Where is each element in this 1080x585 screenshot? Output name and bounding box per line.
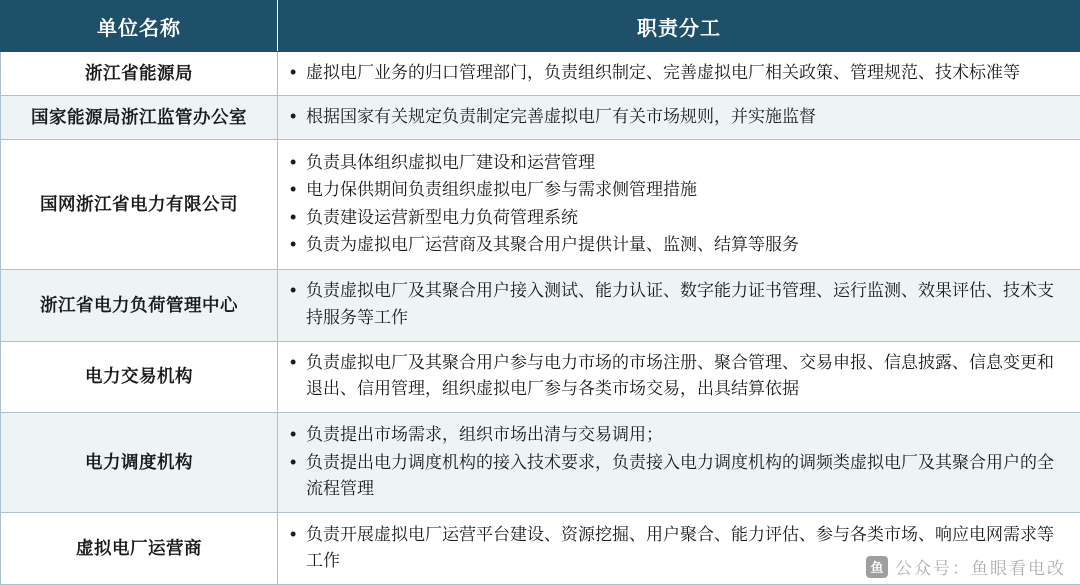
- column-header-unit-name: 单位名称: [1, 1, 278, 52]
- cell-unit-name: 国网浙江省电力有限公司: [1, 140, 278, 270]
- duty-list: [288, 60, 1070, 86]
- table-row: [1, 413, 1080, 513]
- duty-list: [288, 104, 1070, 130]
- cell-duties: [278, 513, 1080, 585]
- duty-list: [288, 522, 1070, 575]
- cell-unit-name: 国家能源局浙江监管办公室: [1, 96, 278, 140]
- duty-item: • 负责提出电力调度机构的接入技术要求，负责接入电力调度机构的调频类虚拟电厂及其聚合用户的全流程管理: [288, 450, 1070, 503]
- duty-list: [288, 150, 1070, 258]
- duty-item: • 负责虚拟电厂及其聚合用户接入测试、能力认证、数字能力证书管理、运行监测、效果评估、技术支持服务等工作: [288, 278, 1070, 331]
- table-header-row: [1, 1, 1080, 52]
- cell-duties: [278, 269, 1080, 341]
- cell-duties: [278, 140, 1080, 270]
- table-row: [1, 140, 1080, 270]
- table-body: [1, 52, 1080, 585]
- cell-duties: [278, 341, 1080, 413]
- duty-item: • 电力保供期间负责组织虚拟电厂参与需求侧管理措施: [288, 177, 1070, 203]
- duty-item: • 负责提出市场需求，组织市场出清与交易调用；: [288, 422, 1070, 448]
- cell-unit-name: 浙江省能源局: [1, 52, 278, 96]
- cell-unit-name: 电力调度机构: [1, 413, 278, 513]
- duty-list: [288, 278, 1070, 331]
- cell-unit-name: 虚拟电厂运营商: [1, 513, 278, 585]
- table-row: [1, 96, 1080, 140]
- duty-list: [288, 350, 1070, 403]
- table-header: [1, 1, 1080, 52]
- duty-item: • 负责具体组织虚拟电厂建设和运营管理: [288, 150, 1070, 176]
- watermark-text: 公众号：鱼眼看电改: [895, 559, 1066, 578]
- duty-list: [288, 422, 1070, 502]
- cell-unit-name: 电力交易机构: [1, 341, 278, 413]
- duty-item: • 根据国家有关规定负责制定完善虚拟电厂有关市场规则，并实施监督: [288, 104, 1070, 130]
- watermark-logo-icon: 鱼: [866, 556, 888, 578]
- cell-duties: [278, 413, 1080, 513]
- table-row: [1, 513, 1080, 585]
- duty-item: • 负责建设运营新型电力负荷管理系统: [288, 205, 1070, 231]
- duty-item: • 负责为虚拟电厂运营商及其聚合用户提供计量、监测、结算等服务: [288, 232, 1070, 258]
- duty-item: • 虚拟电厂业务的归口管理部门，负责组织制定、完善虚拟电厂相关政策、管理规范、技术标准等: [288, 60, 1070, 86]
- table-row: [1, 52, 1080, 96]
- column-header-duties: 职责分工: [278, 1, 1080, 52]
- duty-item: • 负责虚拟电厂及其聚合用户参与电力市场的市场注册、聚合管理、交易申报、信息披露、信息变更和退出、信用管理，组织虚拟电厂参与各类市场交易，出具结算依据: [288, 350, 1070, 403]
- table-row: [1, 341, 1080, 413]
- cell-duties: [278, 52, 1080, 96]
- table-row: [1, 269, 1080, 341]
- cell-unit-name: 浙江省电力负荷管理中心: [1, 269, 278, 341]
- duty-item: • 负责开展虚拟电厂运营平台建设、资源挖掘、用户聚合、能力评估、参与各类市场、响应电网需求等工作: [288, 522, 1070, 575]
- cell-duties: [278, 96, 1080, 140]
